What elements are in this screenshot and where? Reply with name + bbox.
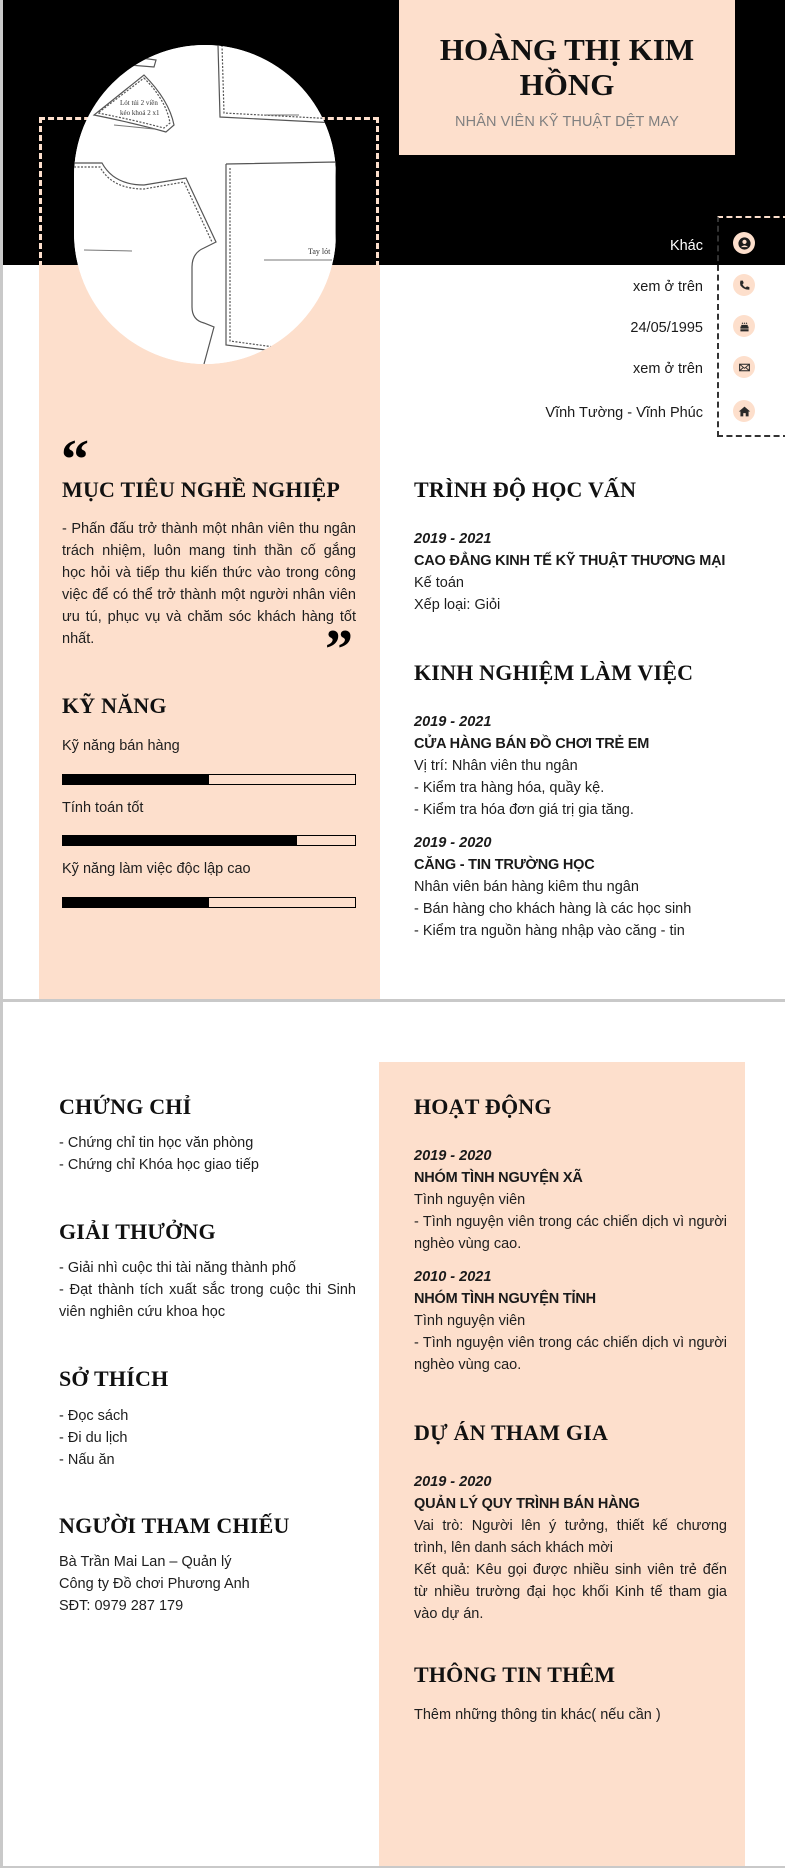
list-item: - Đọc sách xyxy=(59,1408,129,1424)
objective-title: MỤC TIÊU NGHỀ NGHIỆP xyxy=(62,477,341,502)
entry-date: 2010 - 2021 xyxy=(414,1269,492,1285)
skill-bar-fill xyxy=(63,836,297,845)
name-box xyxy=(399,0,735,155)
skill-label: Tính toán tốt xyxy=(62,800,144,816)
certificates-title: CHỨNG CHỈ xyxy=(59,1094,192,1119)
cv-page-2 xyxy=(3,1002,785,1866)
activities-title: HOẠT ĐỘNG xyxy=(414,1094,552,1119)
contact-address: Vĩnh Tường - Vĩnh Phúc xyxy=(545,405,703,421)
home-icon xyxy=(733,400,755,422)
entry-organization: CỬA HÀNG BÁN ĐỒ CHƠI TRẺ EM xyxy=(414,736,650,752)
education-title: TRÌNH ĐỘ HỌC VẤN xyxy=(414,477,637,502)
list-item: - Chứng chỉ Khóa học giao tiếp xyxy=(59,1157,259,1173)
entry-organization: QUẢN LÝ QUY TRÌNH BÁN HÀNG xyxy=(414,1496,640,1512)
objective-text: - Phấn đấu trở thành một nhân viên thu ngân trách nhiệm, luôn mang tinh thần cố gắng học hỏi và tiếp thu kiến thức vào trong công việc để có thể trở thành một người nhân viên ưu tú, phục vụ và chăm sóc khách hàng tốt nhất. xyxy=(62,521,356,647)
avatar-photo[interactable] xyxy=(74,45,336,364)
reference-line[interactable]: SĐT: 0979 287 179 xyxy=(59,1598,184,1614)
reference-line: Công ty Đồ chơi Phương Anh xyxy=(59,1576,250,1592)
entry-date: 2019 - 2020 xyxy=(414,1148,492,1164)
references-title: NGƯỜI THAM CHIẾU xyxy=(59,1513,290,1538)
certificates-list xyxy=(59,1132,359,1176)
birthday-cake-icon xyxy=(733,315,755,337)
hobbies-list xyxy=(59,1405,359,1471)
entry-organization: CAO ĐẲNG KINH TẾ KỸ THUẬT THƯƠNG MẠI xyxy=(414,553,726,569)
entry-line: - Bán hàng cho khách hàng là các học sinh xyxy=(414,901,692,917)
list-item: - Nấu ăn xyxy=(59,1452,115,1468)
quote-close-icon: ” xyxy=(325,619,353,681)
list-item: - Giải nhì cuộc thi tài năng thành phố xyxy=(59,1260,296,1276)
skill-bar-fill xyxy=(63,775,209,784)
entry-date: 2019 - 2020 xyxy=(414,835,492,851)
reference-line: Bà Trần Mai Lan – Quản lý xyxy=(59,1554,232,1570)
contact-phone[interactable]: xem ở trên xyxy=(633,279,703,295)
entry-line: - Kiểm tra nguồn hàng nhập vào căng - tin xyxy=(414,923,685,939)
candidate-name: HOÀNG THỊ KIM HỒNG xyxy=(439,32,695,102)
entry-line: - Kiểm tra hóa đơn giá trị gia tăng. xyxy=(414,802,634,818)
skill-bar-fill xyxy=(63,898,209,907)
svg-text:kéo khoá 2 x1: kéo khoá 2 x1 xyxy=(120,109,160,117)
entry-line: Kết quả: Kêu gọi được nhiều sinh viên trẻ đến từ nhiều trường đại học khối Kinh tế tham gia vào dự án. xyxy=(414,1562,727,1622)
entry-line: Vai trò: Người lên ý tưởng, thiết kế chương trình, lên danh sách khách mời xyxy=(414,1518,727,1556)
entry-line: - Tình nguyện viên trong các chiến dịch vì người nghèo vùng cao. xyxy=(414,1214,727,1252)
job-title: NHÂN VIÊN KỸ THUẬT DỆT MAY xyxy=(455,114,679,130)
entry-line: Kế toán xyxy=(414,575,464,591)
hobbies-title: SỞ THÍCH xyxy=(59,1366,169,1391)
cv-page-1 xyxy=(3,0,785,999)
experience-entry xyxy=(414,711,744,821)
entry-organization: NHÓM TÌNH NGUYỆN TỈNH xyxy=(414,1291,596,1307)
experience-entry xyxy=(414,832,744,942)
projects-title: DỰ ÁN THAM GIA xyxy=(414,1420,609,1445)
entry-date: 2019 - 2020 xyxy=(414,1474,492,1490)
skill-bar xyxy=(62,835,356,846)
entry-date: 2019 - 2021 xyxy=(414,714,492,730)
entry-line: - Tình nguyện viên trong các chiến dịch vì người nghèo vùng cao. xyxy=(414,1335,727,1373)
activity-entry xyxy=(414,1145,727,1255)
awards-list xyxy=(59,1257,356,1323)
list-item: - Đi du lịch xyxy=(59,1430,128,1446)
entry-line: Tình nguyện viên xyxy=(414,1192,526,1208)
entry-line: Nhân viên bán hàng kiêm thu ngân xyxy=(414,879,639,895)
svg-text:Lót túi 2 viền: Lót túi 2 viền xyxy=(120,99,158,107)
list-item: - Chứng chỉ tin học văn phòng xyxy=(59,1135,254,1151)
envelope-icon xyxy=(733,356,755,378)
quote-open-icon: “ xyxy=(61,429,89,491)
entry-line: Xếp loại: Giỏi xyxy=(414,597,501,613)
skill-bar xyxy=(62,897,356,908)
additional-info-title: THÔNG TIN THÊM xyxy=(414,1662,616,1687)
entry-line: - Kiểm tra hàng hóa, quầy kệ. xyxy=(414,780,605,796)
phone-icon xyxy=(733,274,755,296)
entry-organization: NHÓM TÌNH NGUYỆN XÃ xyxy=(414,1170,583,1186)
additional-info-text: Thêm những thông tin khác( nếu cần ) xyxy=(414,1707,661,1723)
entry-line: Vị trí: Nhân viên thu ngân xyxy=(414,758,578,774)
contact-email[interactable]: xem ở trên xyxy=(633,361,703,377)
list-item: - Đạt thành tích xuất sắc trong cuộc thi Sinh viên nghiên cứu khoa học xyxy=(59,1282,356,1320)
education-entry xyxy=(414,528,744,616)
entry-date: 2019 - 2021 xyxy=(414,531,492,547)
experience-title: KINH NGHIỆM LÀM VIỆC xyxy=(414,660,694,685)
user-icon xyxy=(733,232,755,254)
skills-title: KỸ NĂNG xyxy=(62,693,167,718)
sewing-pattern-image xyxy=(74,45,336,364)
entry-organization: CĂNG - TIN TRƯỜNG HỌC xyxy=(414,857,595,873)
activity-entry xyxy=(414,1266,727,1376)
skill-bar xyxy=(62,774,356,785)
contact-birthday: 24/05/1995 xyxy=(630,320,703,336)
awards-title: GIẢI THƯỞNG xyxy=(59,1219,216,1244)
project-entry xyxy=(414,1471,727,1625)
contact-gender: Khác xyxy=(669,238,703,254)
svg-text:Tay lót: Tay lót xyxy=(308,247,331,256)
entry-line: Tình nguyện viên xyxy=(414,1313,526,1329)
references-list xyxy=(59,1551,359,1617)
skill-label: Kỹ năng làm việc độc lập cao xyxy=(62,861,251,877)
skill-label: Kỹ năng bán hàng xyxy=(62,738,180,754)
